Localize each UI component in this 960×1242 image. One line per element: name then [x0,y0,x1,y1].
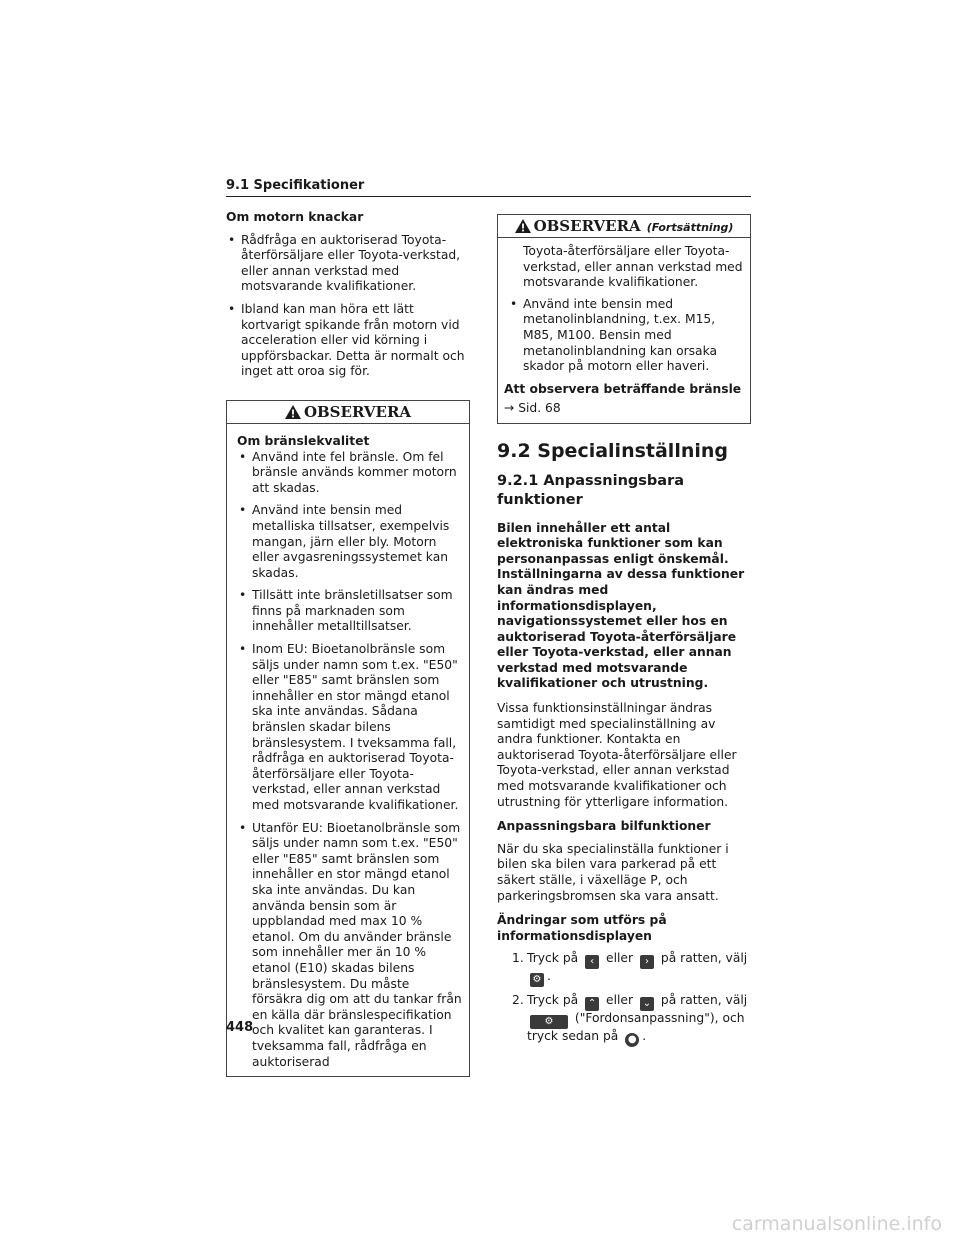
vehicle-settings-icon: ⚙ [530,1015,568,1029]
continued-text: Toyota-återförsäljare eller Toyota-verkstad, eller annan verkstad med motsvarande kvalifikationer. [523,244,743,290]
subsection-title: 9.2.1 Anpassningsbara funktioner [497,472,685,508]
list-item: • Använd inte fel bränsle. Om fel bränsle används kommer motorn att skadas. [237,450,463,497]
list-item: • Tillsätt inte bränsletillsatser som finns på marknaden som innehåller metalltillsatser. [237,588,463,635]
notice-body [227,424,469,1076]
list-item: • Ibland kan man höra ett lätt kortvarigt spikande från motorn vid acceleration eller vid körning i uppförsbackar. Detta är normalt och inget att oroa sig för. [226,302,470,380]
paragraph: När du ska specialinställa funktioner i bilen ska bilen vara parkerad på ett säkert ställe, i växelläge P, och parkeringsbromsen ska vara ansatt. [497,841,729,903]
step-number: 2. [512,993,524,1008]
page-number: 448 [226,1020,254,1035]
warning-icon [515,219,531,233]
warning-icon [285,405,301,419]
list-item: • Använd inte bensin med metalliska tillsatser, exempelvis mangan, järn eller bly. Motorn eller avgasreningssystemet kan skadas. [237,503,463,581]
list-item: • Rådfråga en auktoriserad Toyota-återförsäljare eller Toyota-verkstad, eller annan verkstad med motsvarande kvalifikationer. [226,233,470,295]
notice-header [227,401,469,424]
watermark: carmanualsonline.info [731,1213,942,1235]
left-column [226,210,470,1077]
notice-label: OBSERVERA [303,402,412,421]
notice-body [498,238,750,423]
knock-list [226,233,470,380]
fuel-note-title: Att observera beträffande bränsle [504,381,742,396]
list-item: • Utanför EU: Bioetanolbränsle som säljs under namn som t.ex. "E50" eller "E85" samt bränslen som innehåller en stor mängd etanol ska inte användas. Du kan använda bensin som är uppblandad med max 10 % etanol. Om du använder bränsle som innehåller mer än 10 % etanol (E10) skadas bilens bränslesystem. Du måste försäkra dig om att du tankar från en källa där bränslespecifikation och kvalitet kan garanteras. I tveksamma fall, rådfråga en auktoriserad [237,821,463,1071]
settings-icon: ⚙ [530,973,544,987]
chevron-right-icon: › [640,955,654,969]
notice-header [498,215,750,238]
chevron-up-icon: ⌃ [585,997,599,1011]
lead-paragraph: Bilen innehåller ett antal elektroniska funktioner som kan personanpassas enligt önskemål. Inställningarna av dessa funktioner kan ändras med informationsdisplayen, navigationssystemet eller hos en auktoriserad Toyota-återförsäljare eller Toyota-verkstad, eller annan verkstad med motsvarande kvalifikationer och utrustning. [497,520,745,691]
paragraph: Vissa funktionsinställningar ändras samtidigt med specialinställning av andra funktioner. Kontakta en auktoriserad Toyota-återförsäljare eller Toyota-verkstad, eller annan verkstad med motsvarande kvalifikationer och utrustning för ytterligare information. [497,701,737,809]
page-reference-link[interactable]: → Sid. 68 [504,401,561,416]
notice-label: OBSERVERA [533,217,641,235]
chevron-down-icon: ⌄ [640,997,654,1011]
knock-title: Om motorn knackar [226,210,364,224]
notice-box [226,400,470,1077]
ok-button-icon: ● [625,1033,639,1047]
continued-label: (Fortsättning) [646,221,734,234]
step-2: 2. Tryck på ⌃ eller ⌄ på ratten, välj ⚙ ("Fordonsanpassning"), och tryck sedan på ● . [512,993,748,1046]
list-item: • Inom EU: Bioetanolbränsle som säljs under namn som t.ex. "E50" eller "E85" samt bränslen som innehåller en stor mängd etanol ska inte användas. Sådana bränslen skadar bilens bränslesystem. I tveksamma fall, rådfråga en auktoriserad Toyota-återförsäljare eller Toyota-verkstad, eller annan verkstad med motsvarande kvalifikationer. [237,642,463,814]
list-item: • Använd inte bensin med metanolinblandning, t.ex. M15, M85, M100. Bensin med metanolinblandning kan orsaka skador på motorn eller haveri. [508,297,744,375]
continued-list [508,297,744,375]
step-1: 1. Tryck på ‹ eller › på ratten, välj ⚙ . [512,951,748,986]
fuel-list [237,450,463,1071]
fuel-quality-title: Om bränslekvalitet [237,433,370,448]
notice-box-continued [497,214,751,424]
chevron-left-icon: ‹ [585,955,599,969]
subheading: Anpassningsbara bilfunktioner [497,819,711,834]
section-title: 9.2 Specialinställning [497,439,728,462]
step-number: 1. [512,951,524,966]
right-column [497,214,751,1053]
subheading: Ändringar som utförs på informationsdisplayen [497,913,667,943]
section-heading: 9.1 Specifikationer [226,178,751,197]
